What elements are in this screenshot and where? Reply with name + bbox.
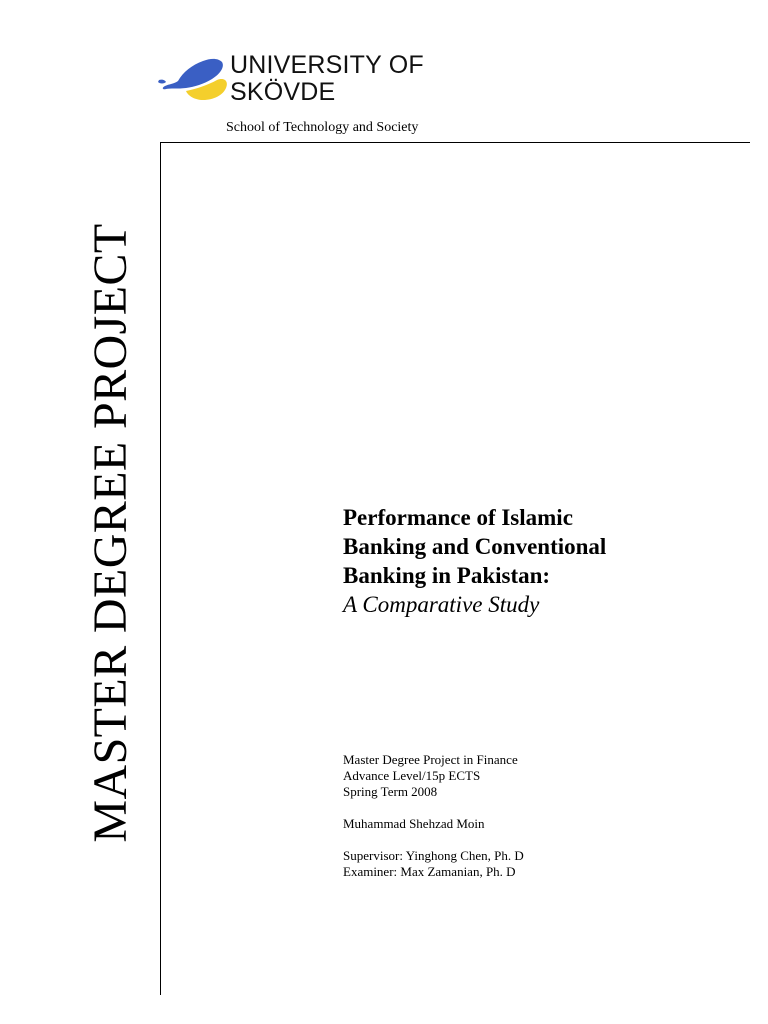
thesis-metadata [343,752,743,880]
university-name-line1: UNIVERSITY OF [230,51,424,79]
university-name [230,52,424,106]
school-name: School of Technology and Society [226,120,419,135]
thesis-subtitle: A Comparative Study [343,592,540,617]
top-rule [160,142,750,143]
thesis-title-line3: Banking in Pakistan: [343,563,551,588]
thesis-title-line2: Banking and Conventional [343,534,607,559]
supervisor: Supervisor: Yinghong Chen, Ph. D [343,848,524,863]
spacer [343,800,743,816]
university-name-line2: SKÖVDE [230,78,336,106]
left-rule [160,142,161,995]
author-name: Muhammad Shehzad Moin [343,816,485,831]
spacer [343,832,743,848]
university-logo-mark-icon [156,54,232,104]
vertical-project-title: MASTER DEGREE PROJECT [84,223,137,843]
project-level: Advance Level/15p ECTS [343,768,481,783]
thesis-title-line1: Performance of Islamic [343,505,573,530]
examiner: Examiner: Max Zamanian, Ph. D [343,864,516,879]
project-term: Spring Term 2008 [343,784,438,799]
university-logo [156,52,446,114]
thesis-title [343,503,743,619]
project-type: Master Degree Project in Finance [343,752,518,767]
